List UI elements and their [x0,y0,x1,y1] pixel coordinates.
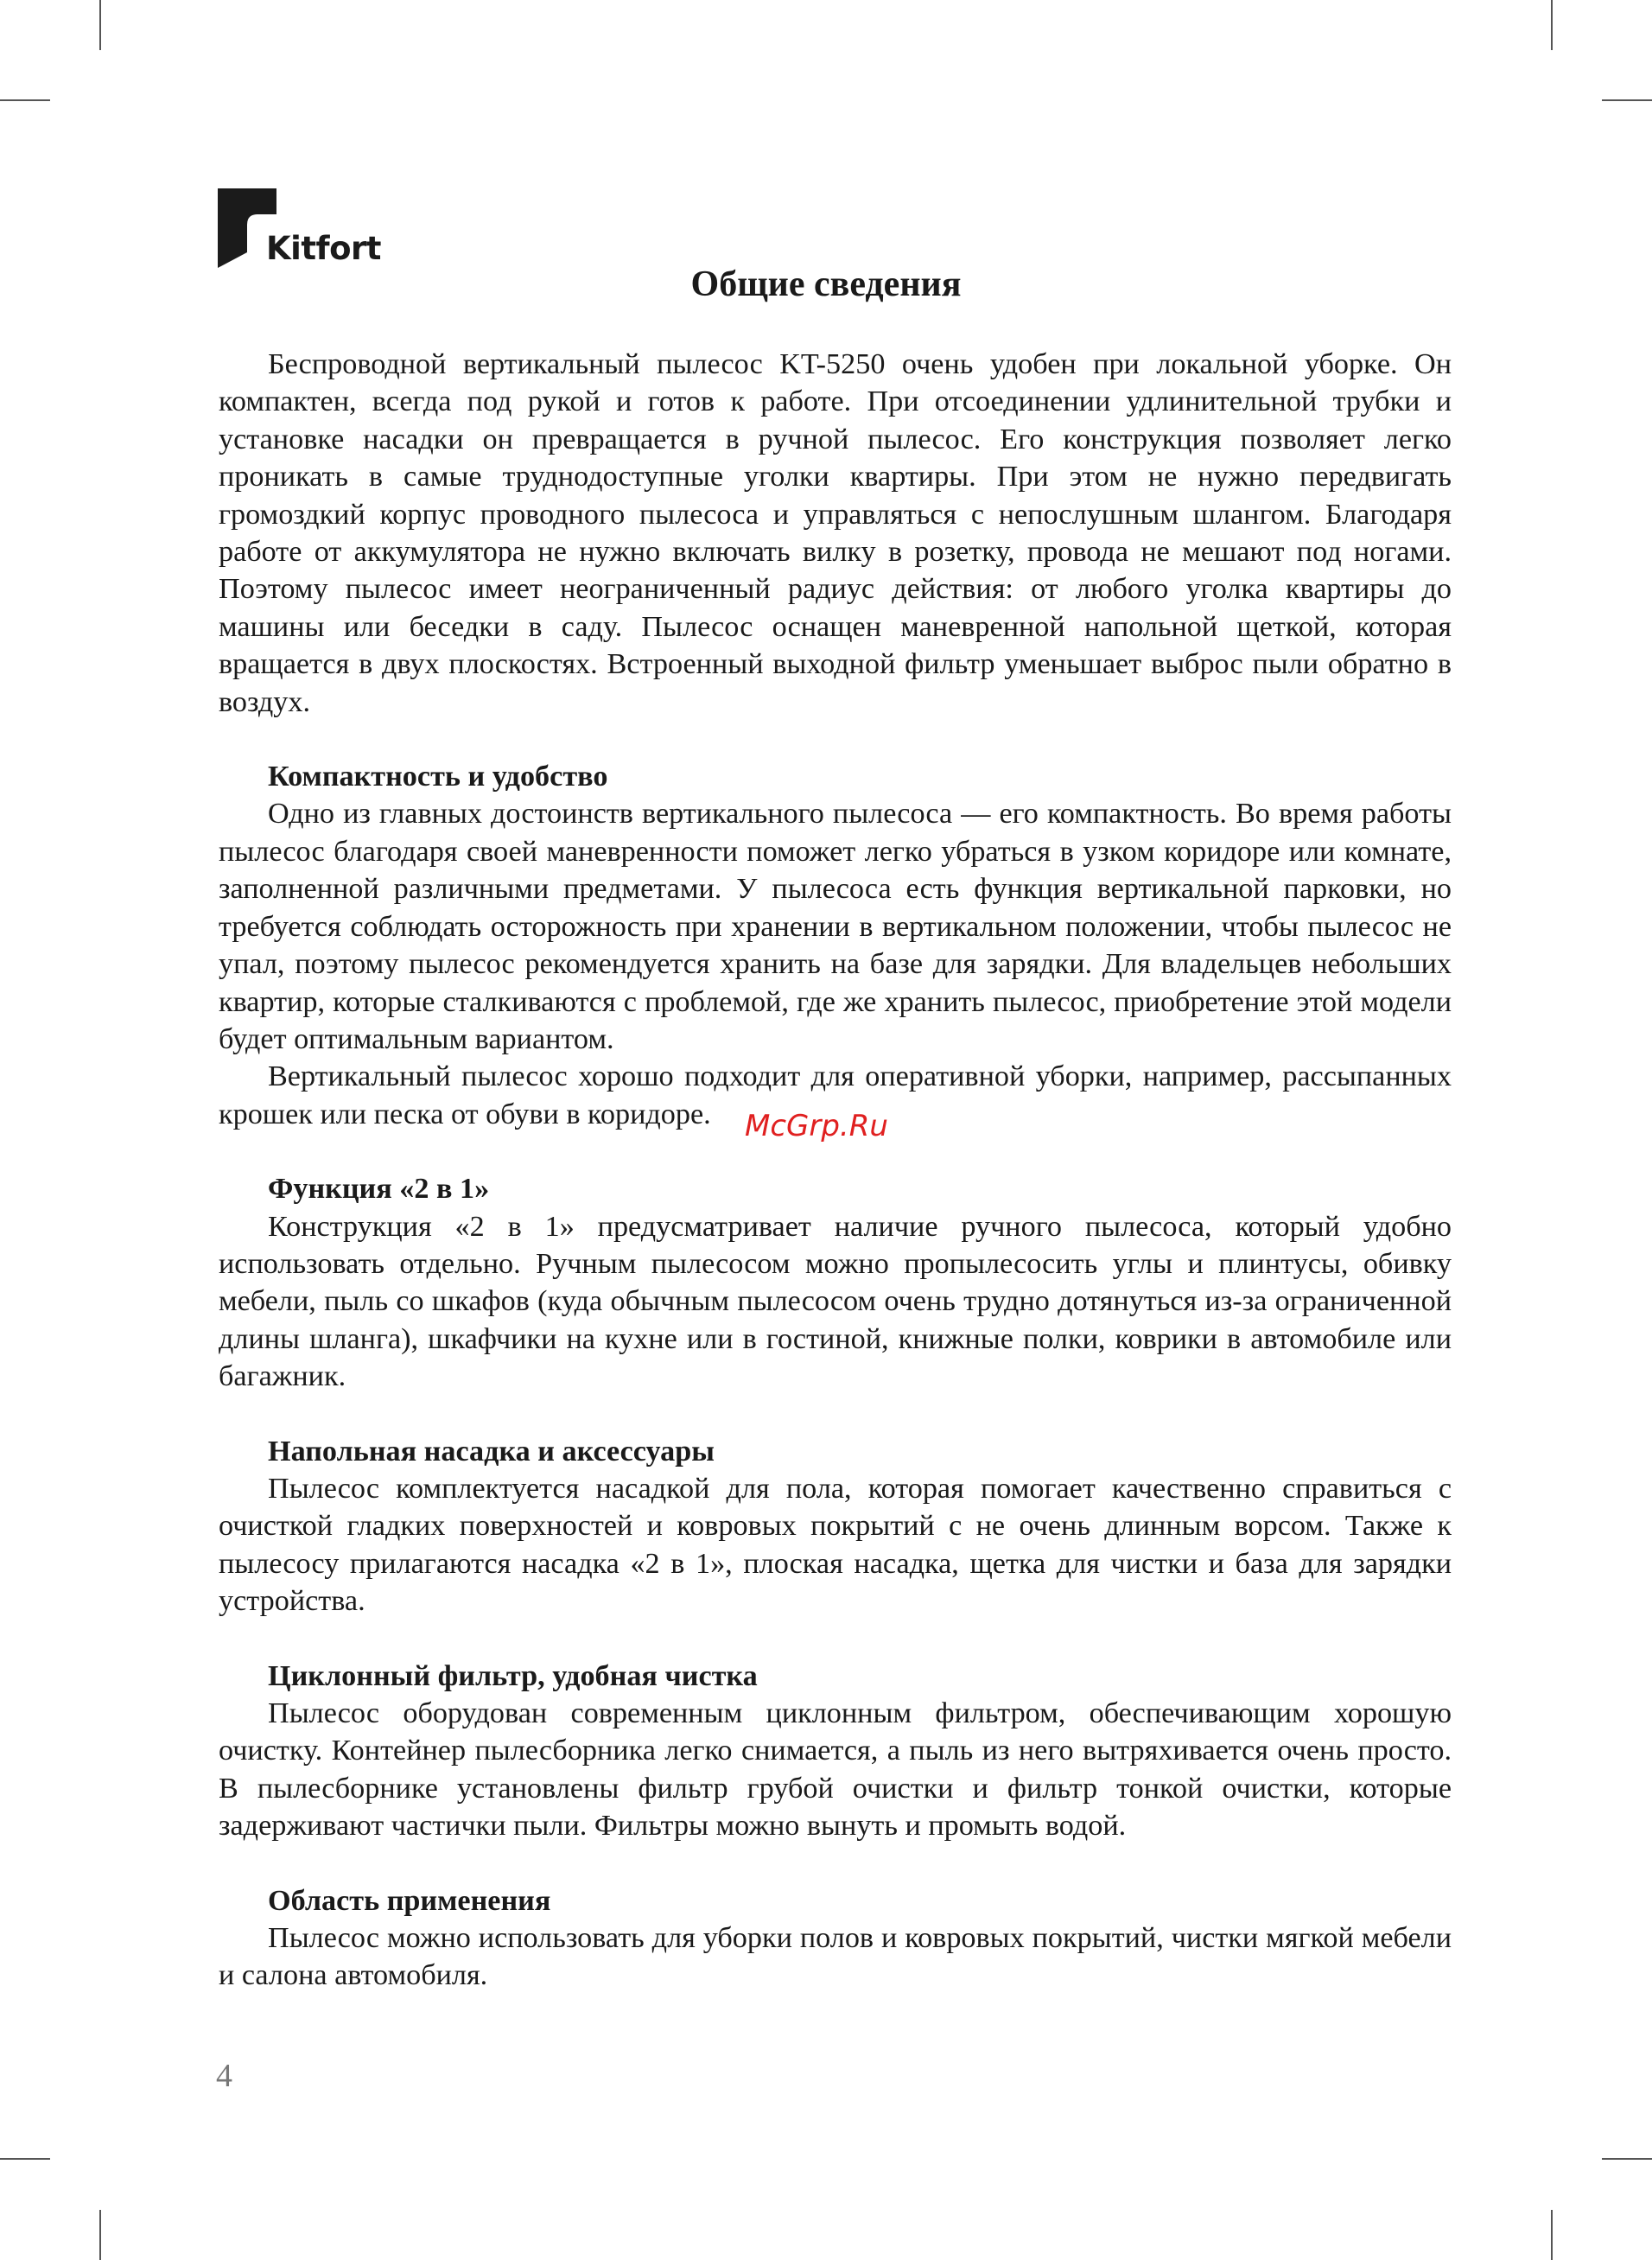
section-paragraph: Вертикальный пылесос хорошо подходит для оперативной уборки, например, рассыпанных крошек или песка от обуви в коридоре. [219,1060,1452,1130]
crop-mark-bottom-right [1551,2210,1553,2260]
section-heading-cyclone-filter: Циклонный фильтр, удобная чистка [268,1659,758,1692]
document-body [219,346,1452,1995]
crop-mark-top-left [99,0,101,50]
section-paragraph: Конструкция «2 в 1» предусматривает наличие ручного пылесоса, который удобно использовать отдельно. Ручным пылесосом можно пропылесосить углы и плинтусы, обивку мебели, пыль со шкафов (куда обычным пылесосом очень трудно дотянуться из-за ограниченной длины шланга), шкафчики на кухне или в гостиной, книжные полки, коврики в автомобиле или багажник. [219,1210,1452,1393]
section-heading-accessories: Напольная насадка и аксессуары [268,1435,715,1467]
kitfort-logo [218,188,391,275]
section-paragraph: Пылесос оборудован современным циклонным фильтром, обеспечивающим хорошую очистку. Контейнер пылесборника легко снимается, а пыль из него вытряхивается очень просто. В пылесборнике установлены фильтр грубой очистки и фильтр тонкой очистки, которые задерживают частички пыли. Фильтры можно вынуть и промыть водой. [219,1697,1452,1843]
section-paragraph: Пылесос комплектуется насадкой для пола, которая помогает качественно справиться с очисткой гладких поверхностей и ковровых покрытий с не очень длинным ворсом. Также к пылесосу прилагаются насадка «2 в 1», плоская насадка, щетка для чистки и база для зарядки устройства. [219,1472,1452,1618]
crop-mark-right-top [1602,99,1652,101]
crop-mark-left-bottom [0,2158,50,2160]
section-paragraph: Пылесос можно использовать для уборки полов и ковровых покрытий, чистки мягкой мебели и салона автомобиля. [219,1922,1452,1992]
page-number: 4 [216,2058,232,2094]
section-heading-2in1: Функция «2 в 1» [268,1173,490,1206]
section-paragraph: Одно из главных достоинств вертикального пылесоса — его компактность. Во время работы пылесос благодаря своей маневренности поможет легко убраться в узком коридоре или комнате, заполненной различными предметами. У пылесоса есть функция вертикальной парковки, но требуется соблюдать осторожность при хранении в вертикальном положении, чтобы пылесос не упал, поэтому пылесос рекомендуется хранить на базе для зарядки. Для владельцев небольших квартир, которые сталкиваются с проблемой, где же хранить пылесос, приобретение этой модели будет оптимальным вариантом. [219,798,1452,1055]
intro-paragraph: Беспроводной вертикальный пылесос KT-5250 очень удобен при локальной уборке. Он компактен, всегда под рукой и готов к работе. При отсоединении удлинительной трубки и установке насадки он превращается в ручной пылесос. Его конструкция позволяет легко проникать в самые труднодоступные уголки квартиры. При этом не нужно передвигать громоздкий корпус проводного пылесоса и управляться с непослушным шлангом. Благодаря работе от аккумулятора не нужно включать вилку в розетку, провода не мешают под ногами. Поэтому пылесос имеет неограниченный радиус действия: от любого уголка квартиры до машины или беседки в саду. Пылесос оснащен маневренной напольной щеткой, которая вращается в двух плоскостях. Встроенный выходной фильтр уменьшает выброс пыли обратно в воздух. [219,348,1452,718]
brand-name: Kitfort [266,230,381,267]
page-title: Общие сведения [690,264,962,304]
crop-mark-top-right [1551,0,1553,50]
watermark: McGrp.Ru [745,1109,888,1143]
section-heading-compactness: Компактность и удобство [268,761,608,793]
crop-mark-bottom-left [99,2210,101,2260]
section-heading-application: Область применения [268,1884,551,1917]
crop-mark-right-bottom [1602,2158,1652,2160]
crop-mark-left-top [0,99,50,101]
